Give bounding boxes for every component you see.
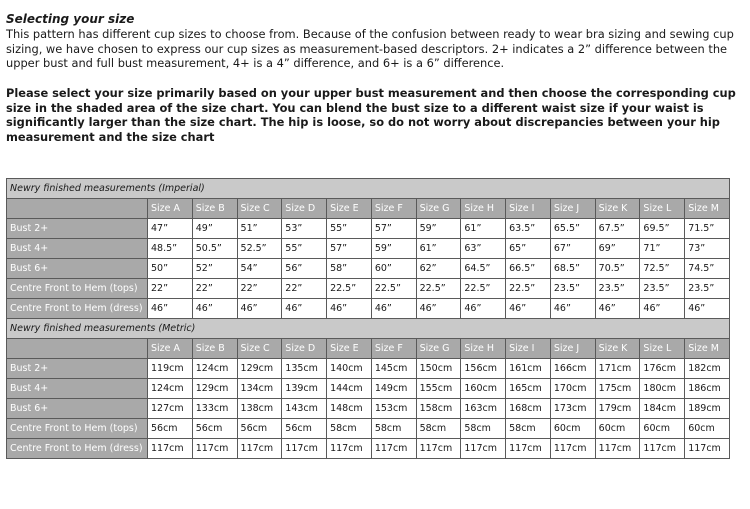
measurement-cell: 150cm [416, 359, 461, 379]
measurement-cell: 184cm [640, 399, 685, 419]
size-column-header: Size F [371, 199, 416, 219]
measurement-cell: 67.5” [595, 219, 640, 239]
measurement-cell: 73” [685, 239, 730, 259]
measurement-cell: 54” [237, 259, 282, 279]
measurement-cell: 46” [595, 299, 640, 319]
measurement-cell: 60cm [595, 419, 640, 439]
size-column-header: Size I [506, 199, 551, 219]
measurement-cell: 22” [237, 279, 282, 299]
measurement-cell: 23.5” [595, 279, 640, 299]
measurement-cell: 56cm [192, 419, 237, 439]
measurement-cell: 58cm [371, 419, 416, 439]
measurement-cell: 70.5” [595, 259, 640, 279]
measurement-cell: 49” [192, 219, 237, 239]
measurement-cell: 163cm [461, 399, 506, 419]
measurement-cell: 144cm [327, 379, 372, 399]
measurement-cell: 168cm [506, 399, 551, 419]
measurement-cell: 124cm [192, 359, 237, 379]
measurement-cell: 50.5” [192, 239, 237, 259]
size-column-header: Size G [416, 199, 461, 219]
measurement-cell: 69.5” [640, 219, 685, 239]
measurement-cell: 71.5” [685, 219, 730, 239]
row-label: Bust 4+ [7, 239, 148, 259]
measurement-cell: 52.5” [237, 239, 282, 259]
size-column-header: Size M [685, 339, 730, 359]
table-row [7, 259, 730, 279]
measurement-cell: 46” [461, 299, 506, 319]
measurement-cell: 117cm [550, 439, 595, 459]
measurement-cell: 72.5” [640, 259, 685, 279]
measurement-cell: 171cm [595, 359, 640, 379]
size-column-header: Size F [371, 339, 416, 359]
measurement-cell: 117cm [327, 439, 372, 459]
measurement-cell: 117cm [192, 439, 237, 459]
table-row [7, 359, 730, 379]
measurement-cell: 117cm [148, 439, 193, 459]
row-label: Bust 2+ [7, 219, 148, 239]
measurement-cell: 22.5” [327, 279, 372, 299]
measurement-cell: 58cm [461, 419, 506, 439]
table-title: Newry finished measurements (Metric) [7, 319, 730, 339]
measurement-cell: 129cm [192, 379, 237, 399]
size-header-row [7, 199, 730, 219]
measurement-cell: 57” [371, 219, 416, 239]
size-column-header: Size A [148, 339, 193, 359]
measurement-cell: 66.5” [506, 259, 551, 279]
size-column-header: Size J [550, 199, 595, 219]
measurement-cell: 48.5” [148, 239, 193, 259]
measurement-cell: 58cm [327, 419, 372, 439]
table-row [7, 399, 730, 419]
table-row [7, 439, 730, 459]
measurement-cell: 189cm [685, 399, 730, 419]
measurement-cell: 55” [327, 219, 372, 239]
measurement-cell: 23.5” [685, 279, 730, 299]
measurement-cell: 60” [371, 259, 416, 279]
measurement-cell: 119cm [148, 359, 193, 379]
measurement-cell: 46” [282, 299, 327, 319]
measurement-cell: 57” [327, 239, 372, 259]
size-column-header: Size C [237, 339, 282, 359]
measurement-cell: 161cm [506, 359, 551, 379]
measurement-cell: 180cm [640, 379, 685, 399]
size-header-row [7, 339, 730, 359]
measurement-cell: 149cm [371, 379, 416, 399]
measurement-cell: 117cm [506, 439, 551, 459]
measurement-cell: 46” [237, 299, 282, 319]
size-column-header: Size A [148, 199, 193, 219]
measurement-cell: 117cm [685, 439, 730, 459]
measurement-cell: 153cm [371, 399, 416, 419]
row-label: Bust 4+ [7, 379, 148, 399]
measurement-cell: 175cm [595, 379, 640, 399]
measurement-cell: 182cm [685, 359, 730, 379]
size-column-header: Size K [595, 339, 640, 359]
size-chart-table [6, 178, 730, 459]
measurement-cell: 117cm [461, 439, 506, 459]
measurement-cell: 179cm [595, 399, 640, 419]
measurement-cell: 63.5” [506, 219, 551, 239]
measurement-cell: 158cm [416, 399, 461, 419]
size-column-header: Size J [550, 339, 595, 359]
measurement-cell: 63” [461, 239, 506, 259]
measurement-cell: 173cm [550, 399, 595, 419]
measurement-cell: 22.5” [371, 279, 416, 299]
measurement-cell: 139cm [282, 379, 327, 399]
measurement-cell: 53” [282, 219, 327, 239]
table-row [7, 379, 730, 399]
size-column-header: Size E [327, 199, 372, 219]
measurement-cell: 23.5” [640, 279, 685, 299]
measurement-cell: 60cm [550, 419, 595, 439]
table-row [7, 419, 730, 439]
intro-paragraph: This pattern has different cup sizes to choose from. Because of the confusion between ready to wear bra sizing and sewing cup sizing, we have chosen to express our cup sizes as measurement-based descriptors. 2+ indicates a 2” difference between the upper bust and full bust measurement, 4+ is a 4” difference, and 6+ is a 6” difference. [6, 27, 734, 70]
measurement-cell: 140cm [327, 359, 372, 379]
header-corner-cell [7, 339, 148, 359]
measurement-cell: 156cm [461, 359, 506, 379]
measurement-cell: 71” [640, 239, 685, 259]
measurement-cell: 65.5” [550, 219, 595, 239]
table-title-row [7, 319, 730, 339]
row-label: Bust 6+ [7, 259, 148, 279]
measurement-cell: 117cm [595, 439, 640, 459]
measurement-cell: 165cm [506, 379, 551, 399]
measurement-cell: 69” [595, 239, 640, 259]
table-row [7, 299, 730, 319]
row-label: Centre Front to Hem (tops) [7, 419, 148, 439]
row-label: Centre Front to Hem (tops) [7, 279, 148, 299]
measurement-cell: 22.5” [461, 279, 506, 299]
instructions-paragraph: Please select your size primarily based on your upper bust measurement and then choose the corresponding cup size in the shaded area of the size chart. You can blend the bust size to a different waist size if your waist is significantly larger than the size chart. The hip is loose, so do not worry about discrepancies between your hip measurement and the size chart [6, 86, 736, 144]
size-column-header: Size K [595, 199, 640, 219]
measurement-cell: 166cm [550, 359, 595, 379]
measurement-cell: 61” [461, 219, 506, 239]
measurement-cell: 22.5” [506, 279, 551, 299]
row-label: Bust 6+ [7, 399, 148, 419]
size-column-header: Size D [282, 339, 327, 359]
measurement-cell: 47” [148, 219, 193, 239]
measurement-cell: 46” [416, 299, 461, 319]
measurement-cell: 59” [371, 239, 416, 259]
measurement-cell: 51” [237, 219, 282, 239]
measurement-cell: 46” [148, 299, 193, 319]
header-corner-cell [7, 199, 148, 219]
measurement-cell: 58” [327, 259, 372, 279]
size-column-header: Size B [192, 199, 237, 219]
measurement-cell: 56cm [282, 419, 327, 439]
measurement-cell: 46” [550, 299, 595, 319]
measurement-cell: 74.5” [685, 259, 730, 279]
table-row [7, 219, 730, 239]
measurement-cell: 59” [416, 219, 461, 239]
size-column-header: Size B [192, 339, 237, 359]
measurement-cell: 56cm [237, 419, 282, 439]
size-column-header: Size I [506, 339, 551, 359]
measurement-cell: 145cm [371, 359, 416, 379]
measurement-cell: 134cm [237, 379, 282, 399]
measurement-cell: 160cm [461, 379, 506, 399]
measurement-cell: 22.5” [416, 279, 461, 299]
measurement-cell: 117cm [282, 439, 327, 459]
measurement-cell: 133cm [192, 399, 237, 419]
measurement-cell: 46” [506, 299, 551, 319]
row-label: Centre Front to Hem (dress) [7, 299, 148, 319]
measurement-cell: 135cm [282, 359, 327, 379]
measurement-cell: 148cm [327, 399, 372, 419]
size-column-header: Size E [327, 339, 372, 359]
measurement-cell: 61” [416, 239, 461, 259]
measurement-cell: 155cm [416, 379, 461, 399]
measurement-cell: 52” [192, 259, 237, 279]
measurement-cell: 65” [506, 239, 551, 259]
size-column-header: Size H [461, 339, 506, 359]
measurement-cell: 67” [550, 239, 595, 259]
measurement-cell: 46” [685, 299, 730, 319]
measurement-cell: 64.5” [461, 259, 506, 279]
measurement-cell: 68.5” [550, 259, 595, 279]
table-row [7, 279, 730, 299]
measurement-cell: 127cm [148, 399, 193, 419]
row-label: Centre Front to Hem (dress) [7, 439, 148, 459]
measurement-cell: 176cm [640, 359, 685, 379]
measurement-cell: 22” [192, 279, 237, 299]
size-column-header: Size G [416, 339, 461, 359]
measurement-cell: 143cm [282, 399, 327, 419]
measurement-cell: 55” [282, 239, 327, 259]
size-column-header: Size L [640, 339, 685, 359]
size-column-header: Size M [685, 199, 730, 219]
measurement-cell: 50” [148, 259, 193, 279]
measurement-cell: 46” [327, 299, 372, 319]
measurement-cell: 170cm [550, 379, 595, 399]
size-column-header: Size L [640, 199, 685, 219]
measurement-cell: 60cm [685, 419, 730, 439]
row-label: Bust 2+ [7, 359, 148, 379]
measurement-cell: 56cm [148, 419, 193, 439]
size-column-header: Size H [461, 199, 506, 219]
measurement-cell: 46” [371, 299, 416, 319]
measurement-cell: 117cm [640, 439, 685, 459]
measurement-cell: 62” [416, 259, 461, 279]
measurement-cell: 58cm [416, 419, 461, 439]
measurement-cell: 138cm [237, 399, 282, 419]
table-title-row [7, 179, 730, 199]
measurement-cell: 22” [148, 279, 193, 299]
size-column-header: Size C [237, 199, 282, 219]
measurement-cell: 186cm [685, 379, 730, 399]
measurement-cell: 58cm [506, 419, 551, 439]
measurement-cell: 124cm [148, 379, 193, 399]
table-title: Newry finished measurements (Imperial) [7, 179, 730, 199]
measurement-cell: 46” [640, 299, 685, 319]
measurement-cell: 56” [282, 259, 327, 279]
measurement-cell: 129cm [237, 359, 282, 379]
table-row [7, 239, 730, 259]
measurement-cell: 22” [282, 279, 327, 299]
size-column-header: Size D [282, 199, 327, 219]
measurement-cell: 117cm [371, 439, 416, 459]
measurement-cell: 117cm [416, 439, 461, 459]
section-heading: Selecting your size [6, 12, 135, 26]
measurement-cell: 23.5” [550, 279, 595, 299]
measurement-cell: 46” [192, 299, 237, 319]
measurement-cell: 117cm [237, 439, 282, 459]
measurement-cell: 60cm [640, 419, 685, 439]
